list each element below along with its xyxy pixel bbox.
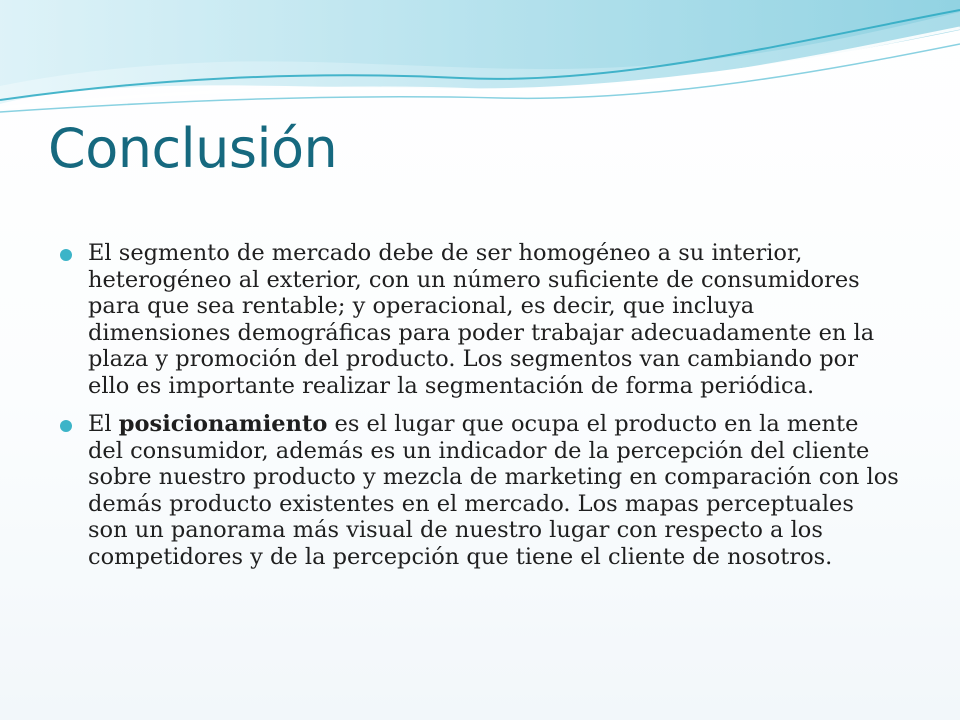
bullet-dot-icon <box>60 420 72 432</box>
slide-title: Conclusión <box>48 117 338 180</box>
bullet-list <box>60 240 900 582</box>
bullet-text: El segmento de mercado debe de ser homogéneo a su interior, heterogéneo al exterior, con un número suficiente de consumidores para que sea rentable; y operacional, es decir, que incluya dimensiones demográficas para poder trabajar adecuadamente en la plaza y promoción del producto. Los segmentos van cambiando por ello es importante realizar la segmentación de forma periódica. <box>88 240 875 399</box>
header-wave-decoration <box>0 0 960 120</box>
bullet-item-positioning <box>60 411 900 570</box>
bullet-text-pre: El <box>88 411 119 437</box>
bullet-text-post: es el lugar que ocupa el producto en la mente del consumidor, además es un indicador de la percepción del cliente sobre nuestro producto y mezcla de marketing en comparación con los demás producto existentes en el mercado. Los mapas perceptuales son un panorama más visual de nuestro lugar con respecto a los competidores y de la percepción que tiene el cliente de nosotros. <box>88 411 899 570</box>
bullet-item-segmentation <box>60 240 900 399</box>
bullet-text-bold-term: posicionamiento <box>118 411 328 437</box>
bullet-dot-icon <box>60 249 72 261</box>
